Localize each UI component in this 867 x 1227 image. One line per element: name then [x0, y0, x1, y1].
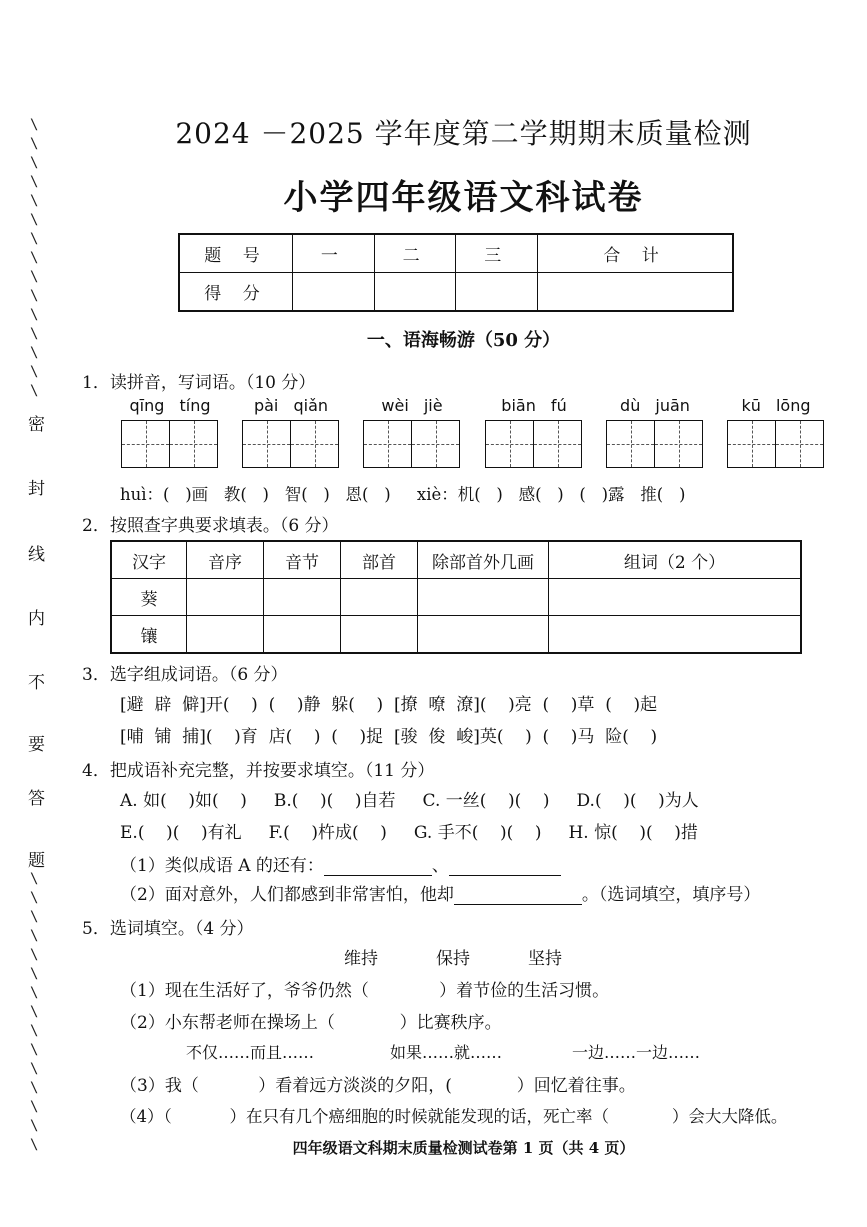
writing-grid[interactable]: [242, 420, 339, 468]
question-3-line-1[interactable]: [避 辟 僻]开( ) ( )静 躲( ) [撩 嘹 潦]( )亮 ( )草 ( )起: [120, 695, 658, 715]
score-cell[interactable]: [374, 273, 456, 312]
writing-grid-cell[interactable]: [243, 421, 291, 467]
pinyin-group: [727, 396, 825, 468]
writing-grid-cell[interactable]: [776, 421, 823, 467]
score-row-label: 得 分: [179, 273, 293, 312]
question-5-sentence-3[interactable]: （3）我（ ）看着远方淡淡的夕阳，( ）回忆着往事。: [120, 1076, 636, 1096]
dict-header-cell: 音序: [187, 541, 264, 579]
score-table: [178, 233, 734, 312]
score-cell[interactable]: [293, 273, 375, 312]
score-header-cell: 题 号: [179, 234, 293, 273]
margin-slash-mark: \: [30, 231, 39, 247]
question-5-sentence-4[interactable]: （4）（ ）在只有几个癌细胞的时候就能发现的话，死亡率（ ）会大大降低。: [120, 1107, 788, 1126]
margin-slash-mark: \: [30, 288, 39, 304]
dict-answer-cell[interactable]: [264, 616, 341, 654]
margin-char: 封: [28, 479, 45, 499]
writing-grid-cell[interactable]: [412, 421, 459, 467]
sub-1-text: （1）类似成语 A 的还有：: [120, 856, 324, 876]
dict-answer-cell[interactable]: [549, 579, 802, 616]
word-choice-3: 坚持: [528, 949, 562, 969]
pinyin-label: biān fú: [501, 396, 567, 415]
sub-2-text: （2）面对意外，人们都感到非常害怕，他却: [120, 885, 454, 905]
dict-header-cell: 汉字: [111, 541, 187, 579]
margin-slash-mark: \: [30, 174, 39, 190]
margin-slash-mark: \: [30, 1118, 39, 1134]
margin-slash-mark: \: [30, 136, 39, 152]
writing-grid-cell[interactable]: [170, 421, 217, 467]
dict-answer-cell[interactable]: [341, 616, 418, 654]
dict-answer-cell[interactable]: [187, 579, 264, 616]
margin-slash-mark: \: [30, 890, 39, 906]
exam-main-title: 小学四年级语文科试卷: [283, 178, 644, 218]
dictionary-row: [111, 616, 801, 654]
dict-answer-cell[interactable]: [341, 579, 418, 616]
sub-1-blank-1[interactable]: [324, 875, 432, 876]
margin-char: 不: [28, 673, 45, 693]
question-2-title: 2．按照查字典要求填表。（6 分）: [82, 516, 339, 536]
pinyin-label: qīng tíng: [129, 396, 211, 415]
sub-1-separator: 、: [431, 856, 449, 876]
question-1-fill-line[interactable]: huì：( )画 教( ) 智( ) 恩( ) xiè：机( ) 感( ) ( )露 推( ): [120, 485, 686, 504]
conjunction-choice-2: 如果……就……: [390, 1043, 503, 1062]
margin-slash-mark: \: [30, 193, 39, 209]
score-header-cell: 三: [456, 234, 538, 273]
margin-slash-mark: \: [30, 155, 39, 171]
margin-slash-mark: \: [30, 250, 39, 266]
writing-grid-cell[interactable]: [607, 421, 655, 467]
question-5-sentence-1[interactable]: （1）现在生活好了，爷爷仍然（ ）着节俭的生活习惯。: [120, 981, 610, 1001]
score-cell[interactable]: [456, 273, 538, 312]
margin-slash-mark: \: [30, 871, 39, 887]
pinyin-label: kū lōng: [741, 396, 811, 415]
word-choice-1: 维持: [344, 949, 378, 969]
dict-header-cell: 部首: [341, 541, 418, 579]
dict-header-cell: 组词（2 个）: [549, 541, 802, 579]
margin-slash-mark: \: [30, 1137, 39, 1153]
margin-char: 题: [28, 851, 45, 871]
pinyin-label: wèi jiè: [381, 396, 443, 415]
question-5-sentence-2[interactable]: （2）小东帮老师在操场上（ ）比赛秩序。: [120, 1013, 502, 1033]
dictionary-row: [111, 579, 801, 616]
dict-char-cell: 葵: [111, 579, 187, 616]
writing-grid[interactable]: [121, 420, 218, 468]
writing-grid-cell[interactable]: [486, 421, 534, 467]
margin-slash-mark: \: [30, 1023, 39, 1039]
conjunction-choice-1: 不仅……而且……: [186, 1043, 315, 1062]
pinyin-label: dù juān: [620, 396, 690, 415]
pinyin-group: [363, 396, 461, 468]
score-header-cell: 合 计: [538, 234, 733, 273]
question-1-title: 1．读拼音，写词语。（10 分）: [82, 373, 316, 393]
pinyin-group: [242, 396, 340, 468]
pinyin-group: [606, 396, 704, 468]
margin-slash-mark: \: [30, 269, 39, 285]
margin-slash-mark: \: [30, 966, 39, 982]
sub-1-blank-2[interactable]: [449, 875, 561, 876]
question-4-line-1[interactable]: A. 如( )如( ) B.( )( )自若 C. 一丝( )( ) D.( )( )为人: [120, 791, 699, 811]
dict-char-cell: 镶: [111, 616, 187, 654]
page-footer: 四年级语文科期末质量检测试卷第 1 页（共 4 页）: [292, 1139, 635, 1157]
margin-slash-mark: \: [30, 1042, 39, 1058]
conjunction-choice-3: 一边……一边……: [572, 1043, 701, 1062]
score-header-cell: 二: [374, 234, 456, 273]
dictionary-table: [110, 540, 802, 654]
writing-grid[interactable]: [606, 420, 703, 468]
score-cell[interactable]: [538, 273, 733, 312]
question-5-title: 5．选词填空。（4 分）: [82, 919, 254, 939]
dict-answer-cell[interactable]: [187, 616, 264, 654]
margin-char: 密: [28, 415, 45, 435]
score-table-score-row: [179, 273, 733, 312]
section-1-title: 一、语海畅游（50 分）: [366, 330, 561, 351]
writing-grid-cell[interactable]: [534, 421, 581, 467]
writing-grid[interactable]: [363, 420, 460, 468]
pinyin-label: pài qiǎn: [253, 396, 329, 415]
question-4-line-2[interactable]: E.( )( )有礼 F.( )杵成( ) G. 手不( )( ) H. 惊( )( )措: [120, 823, 698, 843]
margin-char: 内: [28, 609, 45, 629]
margin-slash-mark: \: [30, 364, 39, 380]
score-table-header-row: [179, 234, 733, 273]
writing-grid-cell[interactable]: [122, 421, 170, 467]
writing-grid[interactable]: [485, 420, 582, 468]
dict-header-cell: 音节: [264, 541, 341, 579]
margin-slash-mark: \: [30, 1099, 39, 1115]
pinyin-group: [485, 396, 583, 468]
sub-2-note: 。（选词填空，填序号）: [581, 885, 761, 905]
word-choice-2: 保持: [436, 949, 470, 969]
margin-char: 答: [28, 789, 45, 809]
dictionary-header-row: [111, 541, 801, 579]
margin-slash-mark: \: [30, 307, 39, 323]
margin-char: 要: [28, 735, 45, 755]
question-4-sub-1: [120, 851, 561, 876]
margin-char: 线: [28, 545, 45, 565]
dict-answer-cell[interactable]: [418, 579, 549, 616]
margin-slash-mark: \: [30, 383, 39, 399]
margin-slash-mark: \: [30, 947, 39, 963]
writing-grid-cell[interactable]: [291, 421, 338, 467]
margin-slash-mark: \: [30, 1061, 39, 1077]
pinyin-group: [121, 396, 219, 468]
dict-answer-cell[interactable]: [418, 616, 549, 654]
margin-slash-mark: \: [30, 117, 39, 133]
writing-grid-cell[interactable]: [655, 421, 702, 467]
question-4-title: 4．把成语补充完整，并按要求填空。（11 分）: [82, 761, 435, 781]
margin-slash-mark: \: [30, 928, 39, 944]
margin-slash-mark: \: [30, 909, 39, 925]
dict-answer-cell[interactable]: [264, 579, 341, 616]
score-header-cell: 一: [293, 234, 375, 273]
writing-grid-cell[interactable]: [364, 421, 412, 467]
writing-grid[interactable]: [727, 420, 824, 468]
margin-slash-mark: \: [30, 1004, 39, 1020]
dict-answer-cell[interactable]: [549, 616, 802, 654]
margin-slash-mark: \: [30, 345, 39, 361]
question-3-title: 3．选字组成词语。（6 分）: [82, 665, 288, 685]
exam-period-title: 2024 －2025 学年度第二学期期末质量检测: [175, 117, 752, 150]
question-3-line-2[interactable]: [哺 铺 捕]( )育 店( ) ( )捉 [骏 俊 峻]英( ) ( )马 险( ): [120, 727, 658, 747]
margin-slash-mark: \: [30, 985, 39, 1001]
margin-slash-mark: \: [30, 1080, 39, 1096]
writing-grid-cell[interactable]: [728, 421, 776, 467]
margin-slash-mark: \: [30, 212, 39, 228]
question-4-sub-2: [120, 880, 760, 905]
sub-2-blank[interactable]: [454, 904, 582, 905]
dict-header-cell: 除部首外几画: [418, 541, 549, 579]
margin-slash-mark: \: [30, 326, 39, 342]
